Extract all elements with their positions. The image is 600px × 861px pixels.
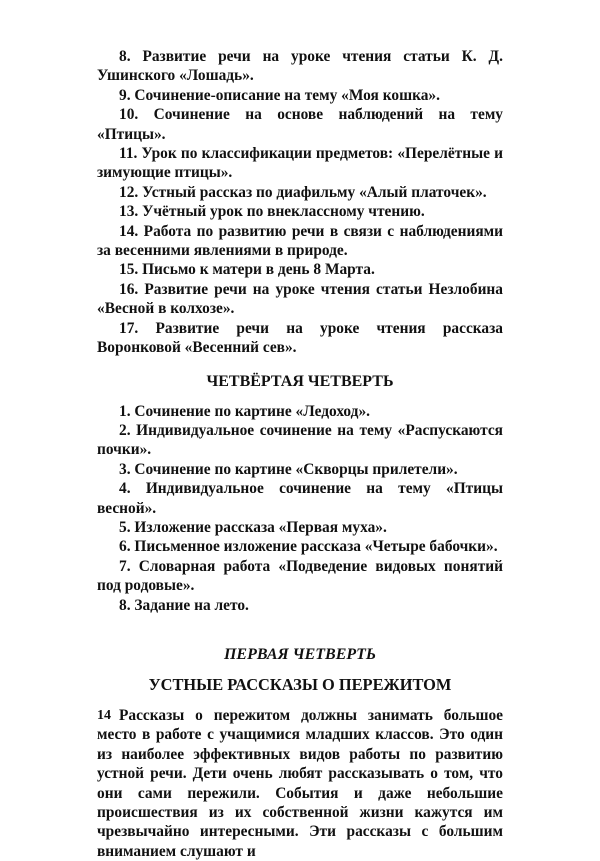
- list-item: 8. Задание на лето.: [119, 596, 249, 614]
- list-item: 5. Изложение рассказа «Первая муха».: [119, 518, 387, 536]
- list-item: 14. Работа по развитию речи в связи с наблюдениями за весенними явлениями в природе.: [97, 222, 503, 260]
- list-item: 15. Письмо к матери в день 8 Марта.: [119, 261, 375, 279]
- list-item: 1. Сочинение по картине «Ледоход».: [119, 402, 371, 420]
- page-content: [97, 47, 503, 861]
- list-item: 11. Урок по классификации предметов: «Перелётные и зимующие птицы».: [97, 145, 503, 182]
- list-item: 6. Письменное изложение рассказа «Четыре бабочки».: [119, 538, 498, 556]
- list-item: 7. Словарная работа «Подведение видовых понятий под родовые».: [97, 557, 503, 595]
- list-item: 4. Индивидуальное сочинение на тему «Птицы весной».: [97, 480, 503, 517]
- section-heading-first-quarter: ПЕРВАЯ ЧЕТВЕРТЬ: [223, 645, 377, 663]
- page-number: 14: [97, 708, 111, 723]
- list-q3-continued: [97, 47, 503, 358]
- list-item: 17. Развитие речи на уроке чтения рассказа Воронковой «Весенний сев».: [97, 319, 503, 357]
- list-item: 3. Сочинение по картине «Скворцы прилетели».: [119, 460, 458, 478]
- section-heading-fourth-quarter: ЧЕТВЁРТАЯ ЧЕТВЕРТЬ: [206, 372, 394, 390]
- list-item: 8. Развитие речи на уроке чтения статьи К. Д. Ушинского «Лошадь».: [97, 48, 503, 85]
- list-item: 12. Устный рассказ по диафильму «Алый платочек».: [119, 183, 487, 201]
- list-q4: [97, 402, 503, 615]
- topic-heading: УСТНЫЕ РАССКАЗЫ О ПЕРЕЖИТОМ: [148, 674, 452, 694]
- list-item: 16. Развитие речи на уроке чтения статьи Незлобина «Весной в колхозе».: [97, 280, 503, 318]
- list-item: 13. Учётный урок по внеклассному чтению.: [119, 203, 425, 221]
- list-item: 9. Сочинение-описание на тему «Моя кошка».: [119, 86, 440, 104]
- list-item: 2. Индивидуальное сочинение на тему «Распускаются почки».: [97, 421, 503, 459]
- list-item: 10. Сочинение на основе наблюдений на тему «Птицы».: [97, 106, 503, 143]
- body-paragraph: Рассказы о пережитом должны занимать большое место в работе с учащимися младших классов. Это один из наиболее эффективных видов работы по развитию устной речи. Дети очень любят рассказывать о том, что они сами пережили. События и даже небольшие происшествия из их собственной жизни кажутся им чрезвычайно интересными. Эти рассказы с большим вниманием слушают и: [97, 706, 503, 860]
